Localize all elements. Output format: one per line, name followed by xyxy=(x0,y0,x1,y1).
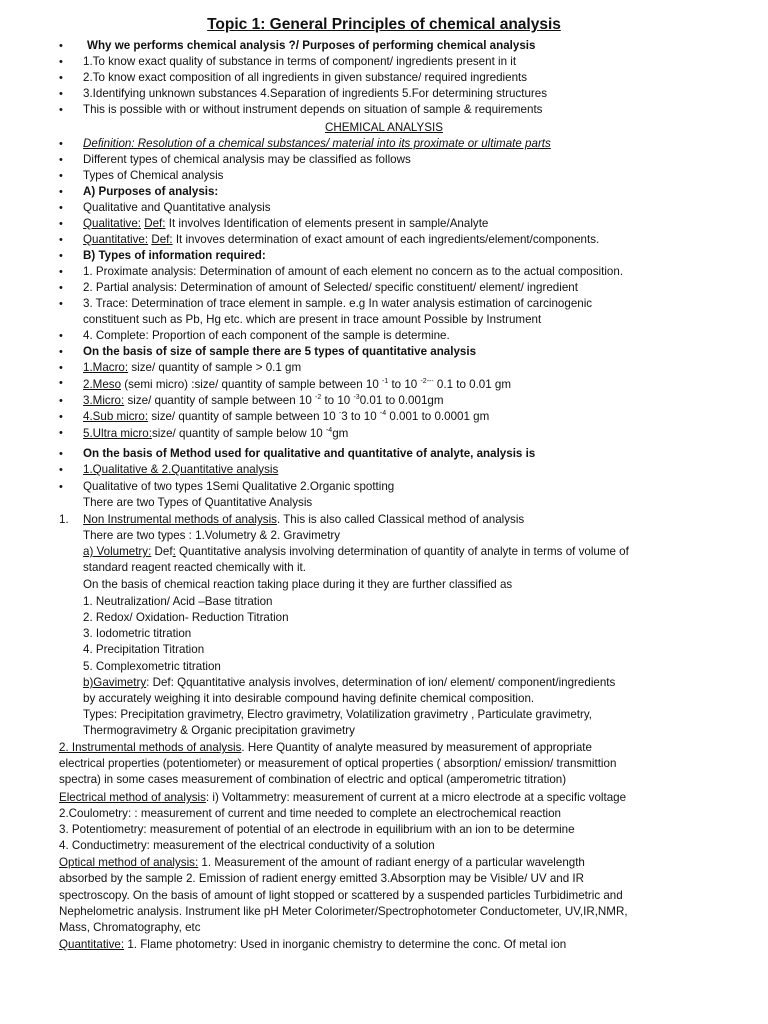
def-colon: : xyxy=(172,545,176,558)
list-number: 1. xyxy=(59,513,69,526)
meso-label: 2.Meso xyxy=(83,378,122,391)
non-instr-text: . This is also called Classical method of analysis xyxy=(276,513,525,526)
bullet: • xyxy=(59,448,63,460)
titration-item: 2. Redox/ Oxidation- Reduction Titration xyxy=(83,611,289,624)
qualitative-label: Qualitative: xyxy=(83,217,141,230)
bullet: • xyxy=(59,377,63,389)
qualitative-text: It involves Identification of elements present in sample/Analyte xyxy=(165,217,489,230)
exponent: - xyxy=(338,410,342,417)
bullet: • xyxy=(59,266,63,278)
optical-text: absorbed by the sample 2. Emission of radient energy emitted 3.Absorption may be Visible/ UV and IR xyxy=(59,872,585,885)
gravimetry-text: : Def: Qquantitative analysis involves, determination of ion/ element/ component/ingredients xyxy=(146,676,616,689)
electrical-label: Electrical method of analysis xyxy=(59,791,206,804)
quant-two-types: There are two Types of Quantitative Analysis xyxy=(83,496,313,509)
optical-label: Optical method of analysis: xyxy=(59,856,199,869)
gravimetry-types: Thermogravimetry & Organic precipitation gravimetry xyxy=(83,724,355,737)
bullet: • xyxy=(59,218,63,230)
qual-two-types: Qualitative of two types 1Semi Qualitative 2.Organic spotting xyxy=(83,480,395,493)
micro-line xyxy=(83,394,444,408)
ultramicro-text: size/ quantity of sample below 10 xyxy=(151,427,326,440)
size-heading: On the basis of size of sample there are 5 types of quantitative analysis xyxy=(83,345,477,358)
quantitative-text: It invoves determination of exact amount of each ingredients/element/components. xyxy=(172,233,600,246)
info-item: 1. Proximate analysis: Determination of amount of each element no concern as to the actual composition. xyxy=(83,265,624,278)
method-types: 1.Qualitative & 2.Quantitative analysis xyxy=(83,463,279,476)
bullet: • xyxy=(59,427,63,439)
instrumental-text: electrical properties (potentiometer) or measurement of optical properties ( absorption/ emission/ transmittion xyxy=(59,757,617,770)
info-heading: B) Types of information required: xyxy=(83,249,266,262)
titration-item: 5. Complexometric titration xyxy=(83,660,221,673)
meso-text: 0.1 to 0.01 gm xyxy=(433,378,512,391)
bullet: • xyxy=(59,72,63,84)
ultramicro-label: 5.Ultra micro: xyxy=(83,427,152,440)
exponent: -1 xyxy=(382,378,389,385)
micro-text: size/ quantity of sample between 10 xyxy=(124,394,315,407)
meso-text: (semi micro) :size/ quantity of sample between 10 xyxy=(121,378,382,391)
bullet: • xyxy=(59,282,63,294)
info-item: 2. Partial analysis: Determination of amount of Selected/ specific constituent/ element/ ingredient xyxy=(83,281,578,294)
titration-item: 3. Iodometric titration xyxy=(83,627,192,640)
def-label: Def: xyxy=(144,217,166,230)
intro-item: 1.To know exact quality of substance in terms of component/ ingredients present in it xyxy=(83,55,517,68)
bullet: • xyxy=(59,154,63,166)
macro-line xyxy=(83,361,301,375)
optical-text: Nephelometric analysis. Instrument like pH Meter Colorimeter/Spectrophotometer Conductometer, UV,IR,NMR, xyxy=(59,905,628,918)
bullet: • xyxy=(59,170,63,182)
titration-item: 1. Neutralization/ Acid –Base titration xyxy=(83,595,273,608)
optical-text: spectroscopy. On the basis of amount of light stopped or scattered by a suspended particles Turbidimetric and xyxy=(59,889,623,902)
purposes-heading: A) Purposes of analysis: xyxy=(83,185,219,198)
optical-line xyxy=(59,856,585,870)
quantitative-line xyxy=(83,233,599,247)
intro-item: 2.To know exact composition of all ingredients in given substance/ required ingredients xyxy=(83,71,528,84)
electrical-item: 3. Potentiometry: measurement of potential of an electrode in equilibrium with an ion to be determine xyxy=(59,823,575,836)
meso-line xyxy=(83,378,511,392)
volumetry-label: a) Volumetry: xyxy=(83,545,152,558)
macro-label: 1.Macro: xyxy=(83,361,129,374)
micro-text: 0.01 to 0.001gm xyxy=(359,394,444,407)
gravimetry-line xyxy=(83,676,615,690)
electrical-text: : i) Voltammetry: measurement of current at a micro electrode at a specific voltage xyxy=(205,791,627,804)
bullet: • xyxy=(59,40,63,52)
submicro-text: size/ quantity of sample between 10 xyxy=(148,410,339,423)
exponent: -4 xyxy=(379,410,387,417)
submicro-text: 3 to 10 xyxy=(341,410,380,423)
intro-question: Why we performs chemical analysis ?/ Purposes of performing chemical analysis xyxy=(87,39,536,52)
bullet: • xyxy=(59,481,63,493)
qual-quant: Qualitative and Quantitative analysis xyxy=(83,201,271,214)
micro-label: 3.Micro: xyxy=(83,394,125,407)
quantitative-label: Quantitative: xyxy=(83,233,149,246)
bullet: • xyxy=(59,104,63,116)
bullet: • xyxy=(59,330,63,342)
optical-text: Mass, Chromatography, etc xyxy=(59,921,201,934)
instrumental-label: 2. Instrumental methods of analysis xyxy=(59,741,242,754)
intro-item: 3.Identifying unknown substances 4.Separation of ingredients 5.For determining structures xyxy=(83,87,548,100)
gravimetry-text: by accurately weighing it into desirable compound having definite chemical composition. xyxy=(83,692,535,705)
bullet: • xyxy=(59,88,63,100)
ultramicro-text: gm xyxy=(332,427,349,440)
exponent: -2 xyxy=(315,394,322,401)
instrumental-text: . Here Quantity of analyte measured by measurement of appropriate xyxy=(241,741,592,754)
types-intro: Types of Chemical analysis xyxy=(83,169,224,182)
electrical-item: 4. Conductimetry: measurement of the electrical conductivity of a solution xyxy=(59,839,435,852)
section-heading: CHEMICAL ANALYSIS xyxy=(325,121,443,134)
info-item: constituent such as Pb, Hg etc. which are present in trace amount Possible by Instrument xyxy=(83,313,542,326)
quantitative-instr-text: 1. Flame photometry: Used in inorganic chemistry to determine the conc. Of metal ion xyxy=(124,938,567,951)
optical-text: 1. Measurement of the amount of radiant energy of a particular wavelength xyxy=(198,856,585,869)
volumetry-basis: On the basis of chemical reaction taking place during it they are further classified as xyxy=(83,578,513,591)
bullet: • xyxy=(59,395,63,407)
method-heading: On the basis of Method used for qualitative and quantitative of analyte, analysis is xyxy=(83,447,536,460)
bullet: • xyxy=(59,250,63,262)
exponent: -3 xyxy=(353,394,360,401)
types-intro: Different types of chemical analysis may be classified as follows xyxy=(83,153,411,166)
page-title: Topic 1: General Principles of chemical analysis xyxy=(207,16,561,33)
info-item: 3. Trace: Determination of trace element in sample. e.g In water analysis estimation of carcinogenic xyxy=(83,297,593,310)
bullet: • xyxy=(59,234,63,246)
def-label: Def: xyxy=(151,233,173,246)
submicro-text: 0.001 to 0.0001 gm xyxy=(386,410,490,423)
bullet: • xyxy=(59,186,63,198)
electrical-line xyxy=(59,791,626,805)
qualitative-line xyxy=(83,217,488,231)
volumetry-line xyxy=(83,545,629,559)
electrical-item: 2.Coulometry: : measurement of current and time needed to complete an electrochemical reaction xyxy=(59,807,562,820)
meso-text: to 10 xyxy=(388,378,421,391)
titration-item: 4. Precipitation Titration xyxy=(83,643,205,656)
exponent: -2--- xyxy=(420,378,434,385)
macro-text: size/ quantity of sample > 0.1 gm xyxy=(128,361,302,374)
exponent: -4 xyxy=(325,427,333,434)
micro-text: to 10 xyxy=(321,394,354,407)
bullet: • xyxy=(59,56,63,68)
instrumental-line xyxy=(59,741,592,755)
bullet: • xyxy=(59,346,63,358)
quantitative-instr-line xyxy=(59,938,566,952)
bullet: • xyxy=(59,362,63,374)
bullet: • xyxy=(59,298,63,310)
volumetry-text: Quantitative analysis involving determination of quantity of analyte in terms of volume of xyxy=(175,545,629,558)
submicro-line xyxy=(83,410,489,424)
gravimetry-types: Types: Precipitation gravimetry, Electro gravimetry, Volatilization gravimetry , Particulate gravimetry, xyxy=(83,708,593,721)
non-instr-line xyxy=(83,513,524,527)
gravimetry-label: b)Gavimetry xyxy=(83,676,147,689)
non-instr-label: Non Instrumental methods of analysis xyxy=(83,513,277,526)
quantitative-instr-label: Quantitative: xyxy=(59,938,125,951)
instrumental-text: spectra) in some cases measurement of combination of electric and optical (amperometric titration) xyxy=(59,773,567,786)
ultramicro-line xyxy=(83,427,348,441)
intro-item: This is possible with or without instrument depends on situation of sample & requirements xyxy=(83,103,543,116)
bullet: • xyxy=(59,411,63,423)
two-types: There are two types : 1.Volumetry & 2. Gravimetry xyxy=(83,529,341,542)
def-label: Def xyxy=(151,545,173,558)
definition: Definition: Resolution of a chemical substances/ material into its proximate or ultimate parts xyxy=(83,137,551,150)
bullet: • xyxy=(59,202,63,214)
bullet: • xyxy=(59,464,63,476)
bullet: • xyxy=(59,138,63,150)
submicro-label: 4.Sub micro: xyxy=(83,410,149,423)
info-item: 4. Complete: Proportion of each component of the sample is determine. xyxy=(83,329,450,342)
volumetry-text: standard reagent reacted chemically with it. xyxy=(83,561,306,574)
